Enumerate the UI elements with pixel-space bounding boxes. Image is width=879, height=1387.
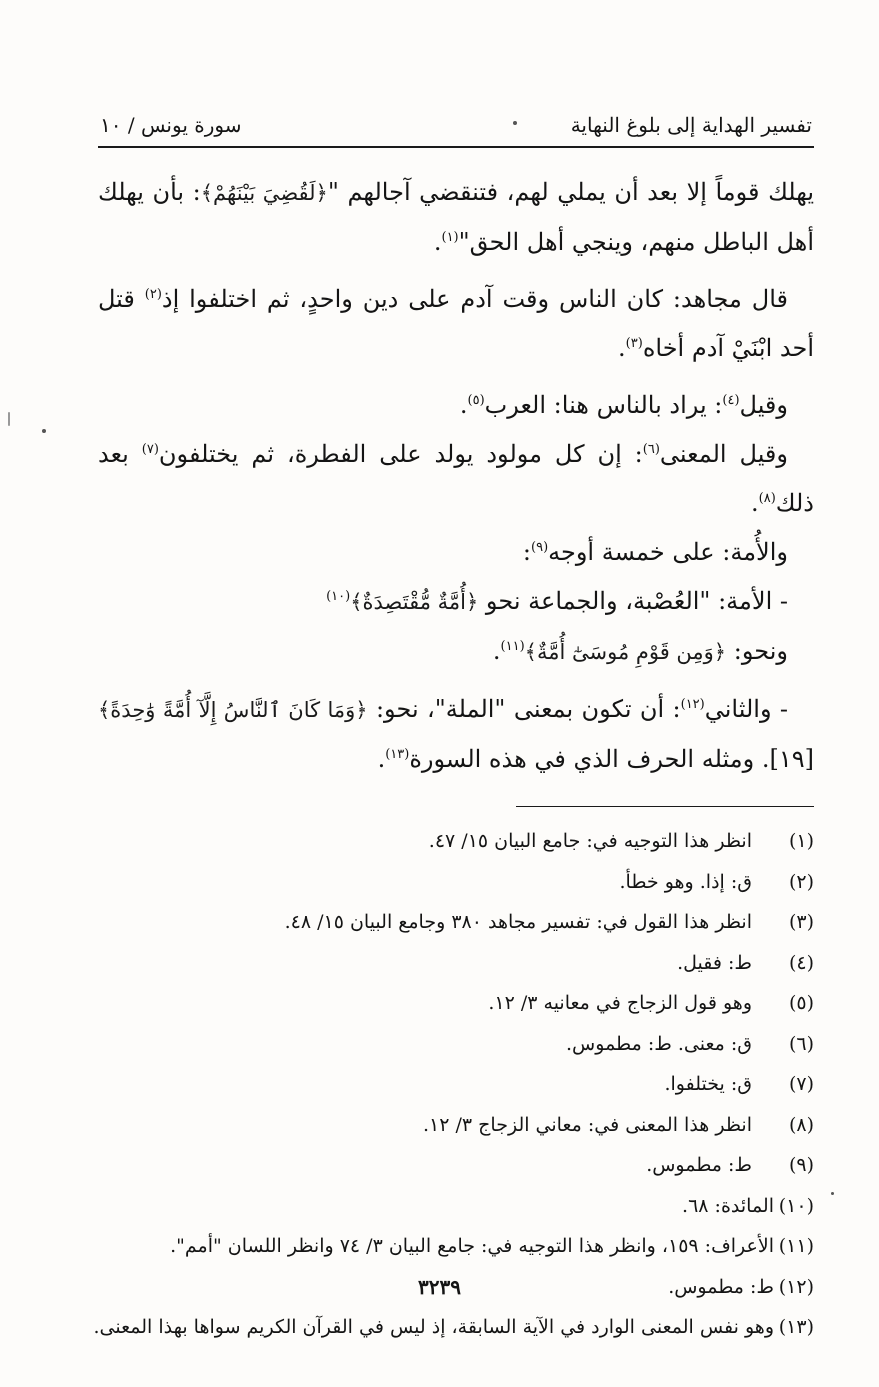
paragraph-7: [98, 627, 814, 677]
text-run: .: [492, 637, 501, 665]
text-run: - والثاني: [704, 695, 789, 723]
scan-speck: [8, 412, 10, 426]
footnote-text: ط: مطموس.: [668, 1275, 774, 1298]
footnote-number: (١١): [778, 1235, 814, 1257]
footnote-ref[interactable]: (٢): [144, 287, 162, 302]
text-run: ومثله الحرف الذي في هذه السورة: [409, 745, 762, 773]
footnote-number: (٦): [788, 1032, 814, 1055]
footnote-ref[interactable]: (٨): [758, 491, 776, 506]
text-run: : إن كل مولود يولد على الفطرة، ثم يختلفون: [158, 440, 643, 468]
footnote-ref[interactable]: (٤): [722, 393, 740, 408]
text-run: :: [522, 538, 531, 566]
footnote-text: المائدة: ٦٨.: [682, 1194, 774, 1217]
footnote-5: [98, 983, 814, 1024]
footnote-number: (٥): [788, 992, 814, 1014]
footnote-text: ط: فقيل.: [677, 951, 752, 974]
footnote-ref[interactable]: (٩): [531, 540, 549, 555]
text-run: والأُمة: على خمسة أوجه: [548, 538, 788, 566]
quran-quote: ﴿أُمَّةٌ مُّقْتَصِدَةٌ﴾: [350, 590, 479, 614]
footnote-7: [98, 1064, 814, 1105]
book-page: [93, 110, 814, 1348]
footnote-text: وهو قول الزجاج في معانيه ٣/ ١٢.: [488, 992, 752, 1014]
footnote-number: (٩): [788, 1154, 814, 1176]
footnote-number: (١٣): [778, 1316, 814, 1338]
footnote-text: ط: مطموس.: [646, 1154, 752, 1176]
text-run: وقيل المعنى: [659, 440, 788, 468]
text-run: .: [750, 489, 759, 517]
footnote-text: ق: إذا. وهو خطأ.: [619, 870, 752, 893]
page-number: ٣٢٣٩: [418, 1275, 461, 1299]
text-run: وقيل: [739, 391, 788, 419]
footnote-number: (٧): [788, 1073, 814, 1095]
paragraph-3: [98, 381, 814, 430]
footnote-4: [98, 943, 814, 984]
footnote-11: [98, 1226, 814, 1267]
scan-speck: [42, 429, 46, 433]
footnote-text: ق: معنى. ط: مطموس.: [566, 1032, 752, 1055]
footnote-9: [98, 1145, 814, 1186]
footnote-ref[interactable]: (١٢): [680, 697, 705, 712]
footnotes: [93, 821, 814, 1348]
text-run: : أن تكون بمعنى "الملة"، نحو:: [367, 695, 681, 723]
main-text: [98, 168, 814, 784]
text-run: : بأن يهلك أهل الباطل منهم، وينجي أهل الحق": [98, 178, 814, 256]
quran-quote: ﴿لَقُضِيَ بَيْنَهُمْ﴾: [200, 181, 328, 205]
quran-quote: ﴿وَمِن قَوْمِ مُوسَىٰٓ أُمَّةٌ﴾: [524, 640, 727, 664]
footnote-separator: [516, 806, 814, 807]
footnote-ref[interactable]: (٣): [625, 336, 643, 351]
footnote-number: (١): [788, 830, 814, 852]
surah-label: سورة يونس / ١٠: [100, 113, 242, 137]
footnote-13: [93, 1307, 814, 1348]
quran-quote: ﴿وَمَا كَانَ ٱلنَّاسُ إِلَّآ أُمَّةً وَٰحِدَةً﴾: [98, 698, 368, 722]
footnote-number: (١٠): [778, 1194, 814, 1217]
paragraph-1: [98, 168, 814, 267]
footnote-number: (١٢): [778, 1275, 814, 1298]
footnote-number: (٣): [788, 911, 814, 933]
running-header: [98, 110, 814, 144]
footnote-ref[interactable]: (٧): [141, 442, 159, 457]
footnote-ref[interactable]: (١١): [500, 639, 525, 654]
footnote-ref[interactable]: (٥): [467, 393, 485, 408]
paragraph-2: [98, 275, 814, 373]
footnote-ref[interactable]: (١٣): [385, 747, 410, 762]
footnote-ref[interactable]: (٦): [642, 442, 660, 457]
footnote-ref[interactable]: (١): [441, 230, 459, 245]
footnote-2: [98, 862, 814, 903]
paragraph-4: [98, 430, 814, 528]
footnote-text: ق: يختلفوا.: [664, 1073, 752, 1095]
verse-reference: [١٩].: [761, 745, 814, 773]
scan-speck: [831, 1192, 834, 1195]
text-run: .: [433, 228, 442, 256]
footnote-1: [98, 821, 814, 862]
text-run: بعد ذلك: [98, 440, 814, 517]
text-run: - الأمة: "العُصْبة، والجماعة نحو: [478, 587, 788, 615]
footnote-text: انظر هذا المعنى في: معاني الزجاج ٣/ ١٢.: [422, 1113, 752, 1136]
footnote-text: وهو نفس المعنى الوارد في الآية السابقة، إذ ليس في القرآن الكريم سواها بهذا المعنى.: [93, 1316, 774, 1338]
paragraph-5: [98, 528, 814, 577]
footnote-text: انظر هذا التوجيه في: جامع البيان ١٥/ ٤٧.: [428, 830, 752, 852]
text-run: قتل أحد ابْنَيْ آدم أخاه: [98, 285, 814, 362]
footnote-number: (٨): [788, 1113, 814, 1136]
header-rule: [98, 146, 814, 148]
text-run: يهلك قوماً إلا بعد أن يملي لهم، فتنقضي آجالهم ": [327, 178, 814, 206]
footnote-number: (٤): [788, 951, 814, 974]
text-run: .: [459, 391, 468, 419]
footnote-number: (٢): [788, 870, 814, 893]
book-title: تفسير الهداية إلى بلوغ النهاية: [570, 113, 812, 137]
footnote-text: انظر هذا القول في: تفسير مجاهد ٣٨٠ وجامع البيان ١٥/ ٤٨.: [284, 911, 752, 933]
paragraph-8: [98, 685, 814, 784]
footnote-8: [98, 1105, 814, 1146]
text-run: ونحو:: [726, 637, 788, 665]
text-run: قال مجاهد: كان الناس وقت آدم على دين واحدٍ، ثم اختلفوا إذ: [161, 285, 788, 313]
footnote-text: الأعراف: ١٥٩، وانظر هذا التوجيه في: جامع البيان ٣/ ٧٤ وانظر اللسان "أمم".: [170, 1235, 774, 1257]
text-run: : يراد بالناس هنا: العرب: [484, 391, 723, 419]
footnote-ref[interactable]: (١٠): [326, 589, 351, 604]
footnote-3: [98, 902, 814, 943]
text-run: .: [377, 745, 386, 773]
footnote-6: [98, 1024, 814, 1065]
text-run: .: [618, 334, 626, 362]
footnote-10: [98, 1186, 814, 1227]
paragraph-6: [98, 577, 814, 627]
